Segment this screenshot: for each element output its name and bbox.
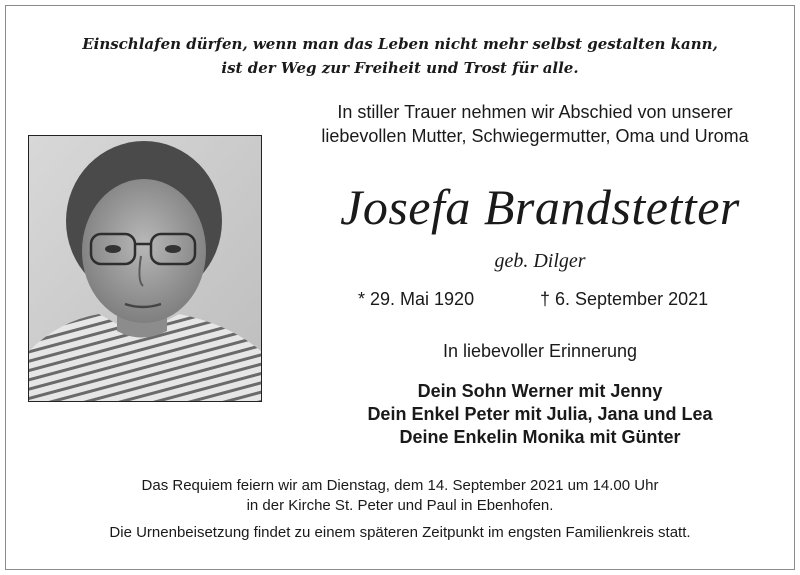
requiem-line-2: in der Kirche St. Peter und Paul in Ebenhofen. — [246, 497, 554, 514]
birth-date: * 29. Mai 1920 — [358, 289, 475, 309]
family-line-1: Dein Sohn Werner mit Jenny — [417, 381, 663, 401]
urn-burial-line: Die Urnenbeisetzung findet zu einem späteren Zeitpunkt im engsten Familienkreis statt. — [109, 524, 691, 541]
death-date: † 6. September 2021 — [540, 289, 709, 309]
remembrance-line: In liebevoller Erinnerung — [442, 341, 638, 361]
family-line-2: Dein Enkel Peter mit Julia, Jana und Lea — [367, 404, 713, 424]
intro-line-2: liebevollen Mutter, Schwiegermutter, Oma und Uroma — [321, 126, 749, 146]
deceased-name: Josefa Brandstetter — [340, 179, 740, 235]
portrait-image — [29, 136, 261, 401]
maiden-name: geb. Dilger — [494, 250, 586, 272]
motto-line-2: ist der Weg zur Freiheit und Trost für alle. — [221, 59, 579, 77]
motto-line-1: Einschlafen dürfen, wenn man das Leben nicht mehr selbst gestalten kann, — [82, 35, 718, 53]
family-line-3: Deine Enkelin Monika mit Günter — [399, 427, 681, 447]
intro-line-1: In stiller Trauer nehmen wir Abschied von unserer — [337, 102, 733, 122]
portrait-photo — [28, 135, 262, 402]
requiem-line-1: Das Requiem feiern wir am Dienstag, dem 14. September 2021 um 14.00 Uhr — [141, 477, 659, 494]
